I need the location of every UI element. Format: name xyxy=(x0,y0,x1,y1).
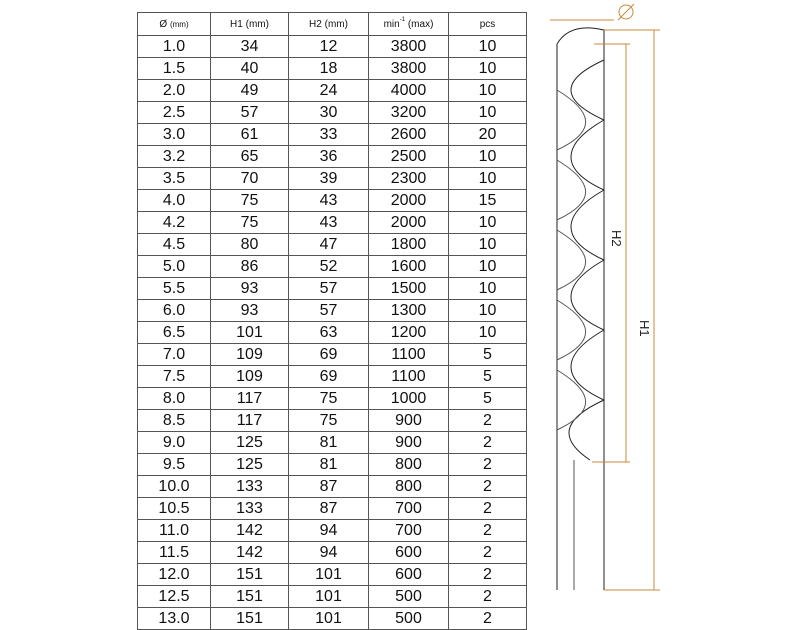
cell-h1: 34 xyxy=(211,36,289,58)
cell-h2: 87 xyxy=(289,476,369,498)
table-row xyxy=(138,234,527,256)
cell-d: 4.5 xyxy=(138,234,211,256)
cell-d: 9.5 xyxy=(138,454,211,476)
cell-pcs: 2 xyxy=(449,586,527,608)
table-row xyxy=(138,366,527,388)
cell-pcs: 2 xyxy=(449,432,527,454)
cell-rpm: 600 xyxy=(369,542,449,564)
cell-d: 13.0 xyxy=(138,608,211,630)
cell-h1: 117 xyxy=(211,388,289,410)
table-row xyxy=(138,102,527,124)
cell-rpm: 2300 xyxy=(369,168,449,190)
table-row xyxy=(138,58,527,80)
cell-h1: 65 xyxy=(211,146,289,168)
diameter-unit: (mm) xyxy=(169,19,189,29)
cell-rpm: 2000 xyxy=(369,212,449,234)
table-row xyxy=(138,80,527,102)
cell-pcs: 2 xyxy=(449,520,527,542)
table-row xyxy=(138,190,527,212)
speed-base: min xyxy=(383,18,400,30)
table-row xyxy=(138,608,527,630)
cell-h2: 36 xyxy=(289,146,369,168)
cell-rpm: 900 xyxy=(369,432,449,454)
cell-h1: 151 xyxy=(211,608,289,630)
h1-dimension xyxy=(604,30,660,590)
cell-rpm: 2500 xyxy=(369,146,449,168)
table-row xyxy=(138,542,527,564)
cell-pcs: 2 xyxy=(449,498,527,520)
cell-d: 4.2 xyxy=(138,212,211,234)
cell-pcs: 2 xyxy=(449,410,527,432)
cell-pcs: 10 xyxy=(449,102,527,124)
cell-pcs: 2 xyxy=(449,608,527,630)
cell-rpm: 700 xyxy=(369,520,449,542)
cell-pcs: 20 xyxy=(449,124,527,146)
cell-h2: 33 xyxy=(289,124,369,146)
drill-outline xyxy=(557,28,604,590)
cell-d: 6.0 xyxy=(138,300,211,322)
cell-pcs: 2 xyxy=(449,476,527,498)
table-row xyxy=(138,432,527,454)
drill-flute-edges xyxy=(557,90,586,430)
cell-h2: 18 xyxy=(289,58,369,80)
header-pcs: pcs xyxy=(449,13,527,36)
cell-h1: 142 xyxy=(211,520,289,542)
header-h1: H1 (mm) xyxy=(211,13,289,36)
cell-rpm: 1100 xyxy=(369,344,449,366)
table-row xyxy=(138,344,527,366)
cell-d: 8.0 xyxy=(138,388,211,410)
cell-rpm: 600 xyxy=(369,564,449,586)
cell-h2: 47 xyxy=(289,234,369,256)
cell-h1: 109 xyxy=(211,344,289,366)
cell-rpm: 3200 xyxy=(369,102,449,124)
cell-d: 8.5 xyxy=(138,410,211,432)
cell-h1: 151 xyxy=(211,564,289,586)
cell-h2: 69 xyxy=(289,344,369,366)
cell-pcs: 2 xyxy=(449,454,527,476)
header-h2: H2 (mm) xyxy=(289,13,369,36)
cell-rpm: 1500 xyxy=(369,278,449,300)
cell-h2: 94 xyxy=(289,542,369,564)
cell-d: 3.2 xyxy=(138,146,211,168)
cell-d: 5.5 xyxy=(138,278,211,300)
table-row xyxy=(138,520,527,542)
cell-h2: 43 xyxy=(289,212,369,234)
cell-rpm: 1800 xyxy=(369,234,449,256)
table-row xyxy=(138,36,527,58)
cell-h2: 101 xyxy=(289,586,369,608)
cell-rpm: 3800 xyxy=(369,36,449,58)
cell-pcs: 10 xyxy=(449,80,527,102)
cell-rpm: 1300 xyxy=(369,300,449,322)
cell-h1: 93 xyxy=(211,278,289,300)
cell-d: 5.0 xyxy=(138,256,211,278)
cell-h1: 117 xyxy=(211,410,289,432)
cell-rpm: 900 xyxy=(369,410,449,432)
cell-h2: 57 xyxy=(289,278,369,300)
cell-h1: 101 xyxy=(211,322,289,344)
cell-pcs: 5 xyxy=(449,344,527,366)
cell-rpm: 500 xyxy=(369,586,449,608)
cell-pcs: 10 xyxy=(449,168,527,190)
cell-rpm: 1000 xyxy=(369,388,449,410)
cell-d: 9.0 xyxy=(138,432,211,454)
cell-h2: 12 xyxy=(289,36,369,58)
cell-pcs: 10 xyxy=(449,322,527,344)
cell-h2: 94 xyxy=(289,520,369,542)
table-row xyxy=(138,410,527,432)
cell-h2: 101 xyxy=(289,564,369,586)
cell-rpm: 500 xyxy=(369,608,449,630)
cell-d: 7.0 xyxy=(138,344,211,366)
cell-h1: 75 xyxy=(211,212,289,234)
speed-exponent: -1 xyxy=(399,16,406,23)
cell-pcs: 10 xyxy=(449,234,527,256)
cell-h1: 86 xyxy=(211,256,289,278)
cell-d: 11.0 xyxy=(138,520,211,542)
diameter-symbol: Ø xyxy=(159,18,168,30)
cell-h2: 43 xyxy=(289,190,369,212)
table-row xyxy=(138,498,527,520)
cell-d: 11.5 xyxy=(138,542,211,564)
cell-h2: 75 xyxy=(289,410,369,432)
cell-h2: 63 xyxy=(289,322,369,344)
header-speed xyxy=(369,13,449,36)
table-row xyxy=(138,322,527,344)
cell-h2: 57 xyxy=(289,300,369,322)
table-row xyxy=(138,212,527,234)
cell-h2: 69 xyxy=(289,366,369,388)
h2-dimension xyxy=(592,44,630,462)
table-row xyxy=(138,564,527,586)
cell-h1: 80 xyxy=(211,234,289,256)
diameter-dimension xyxy=(550,4,634,20)
cell-h1: 142 xyxy=(211,542,289,564)
cell-rpm: 1100 xyxy=(369,366,449,388)
table-row xyxy=(138,388,527,410)
table-row xyxy=(138,586,527,608)
cell-d: 3.0 xyxy=(138,124,211,146)
table-row xyxy=(138,256,527,278)
header-diameter xyxy=(138,13,211,36)
cell-pcs: 10 xyxy=(449,212,527,234)
cell-rpm: 700 xyxy=(369,498,449,520)
cell-h2: 81 xyxy=(289,454,369,476)
table-row xyxy=(138,146,527,168)
speed-suffix: (max) xyxy=(405,18,434,30)
cell-pcs: 10 xyxy=(449,256,527,278)
drill-flutes xyxy=(569,60,604,460)
cell-pcs: 10 xyxy=(449,58,527,80)
cell-h2: 39 xyxy=(289,168,369,190)
h2-label: H2 xyxy=(609,230,624,247)
cell-pcs: 5 xyxy=(449,366,527,388)
cell-h2: 87 xyxy=(289,498,369,520)
cell-d: 2.5 xyxy=(138,102,211,124)
cell-h1: 151 xyxy=(211,586,289,608)
cell-h1: 133 xyxy=(211,498,289,520)
cell-rpm: 1200 xyxy=(369,322,449,344)
cell-h1: 109 xyxy=(211,366,289,388)
table-row xyxy=(138,168,527,190)
drill-spec-table xyxy=(137,12,527,630)
cell-h1: 70 xyxy=(211,168,289,190)
cell-rpm: 800 xyxy=(369,454,449,476)
cell-pcs: 10 xyxy=(449,36,527,58)
cell-h2: 75 xyxy=(289,388,369,410)
cell-d: 3.5 xyxy=(138,168,211,190)
cell-h1: 93 xyxy=(211,300,289,322)
cell-d: 10.0 xyxy=(138,476,211,498)
cell-h1: 49 xyxy=(211,80,289,102)
cell-rpm: 2600 xyxy=(369,124,449,146)
cell-pcs: 10 xyxy=(449,300,527,322)
drill-bit-drawing xyxy=(530,0,800,600)
cell-h2: 101 xyxy=(289,608,369,630)
cell-pcs: 2 xyxy=(449,542,527,564)
cell-h2: 81 xyxy=(289,432,369,454)
cell-d: 4.0 xyxy=(138,190,211,212)
table-row xyxy=(138,278,527,300)
cell-h2: 52 xyxy=(289,256,369,278)
cell-h1: 61 xyxy=(211,124,289,146)
table-header-row xyxy=(138,13,527,36)
table-row xyxy=(138,300,527,322)
cell-pcs: 10 xyxy=(449,278,527,300)
cell-h1: 125 xyxy=(211,432,289,454)
cell-d: 2.0 xyxy=(138,80,211,102)
cell-h2: 24 xyxy=(289,80,369,102)
cell-h1: 133 xyxy=(211,476,289,498)
cell-d: 6.5 xyxy=(138,322,211,344)
cell-d: 1.5 xyxy=(138,58,211,80)
cell-pcs: 2 xyxy=(449,564,527,586)
table-row xyxy=(138,124,527,146)
cell-d: 7.5 xyxy=(138,366,211,388)
cell-pcs: 10 xyxy=(449,146,527,168)
cell-rpm: 4000 xyxy=(369,80,449,102)
table-body xyxy=(138,36,527,630)
cell-rpm: 3800 xyxy=(369,58,449,80)
table-row xyxy=(138,454,527,476)
cell-pcs: 15 xyxy=(449,190,527,212)
table-row xyxy=(138,476,527,498)
cell-rpm: 1600 xyxy=(369,256,449,278)
cell-d: 10.5 xyxy=(138,498,211,520)
cell-h1: 40 xyxy=(211,58,289,80)
h1-label: H1 xyxy=(637,320,652,337)
cell-rpm: 800 xyxy=(369,476,449,498)
cell-h2: 30 xyxy=(289,102,369,124)
cell-d: 1.0 xyxy=(138,36,211,58)
cell-d: 12.5 xyxy=(138,586,211,608)
cell-h1: 125 xyxy=(211,454,289,476)
cell-rpm: 2000 xyxy=(369,190,449,212)
cell-d: 12.0 xyxy=(138,564,211,586)
cell-h1: 75 xyxy=(211,190,289,212)
cell-h1: 57 xyxy=(211,102,289,124)
cell-pcs: 5 xyxy=(449,388,527,410)
